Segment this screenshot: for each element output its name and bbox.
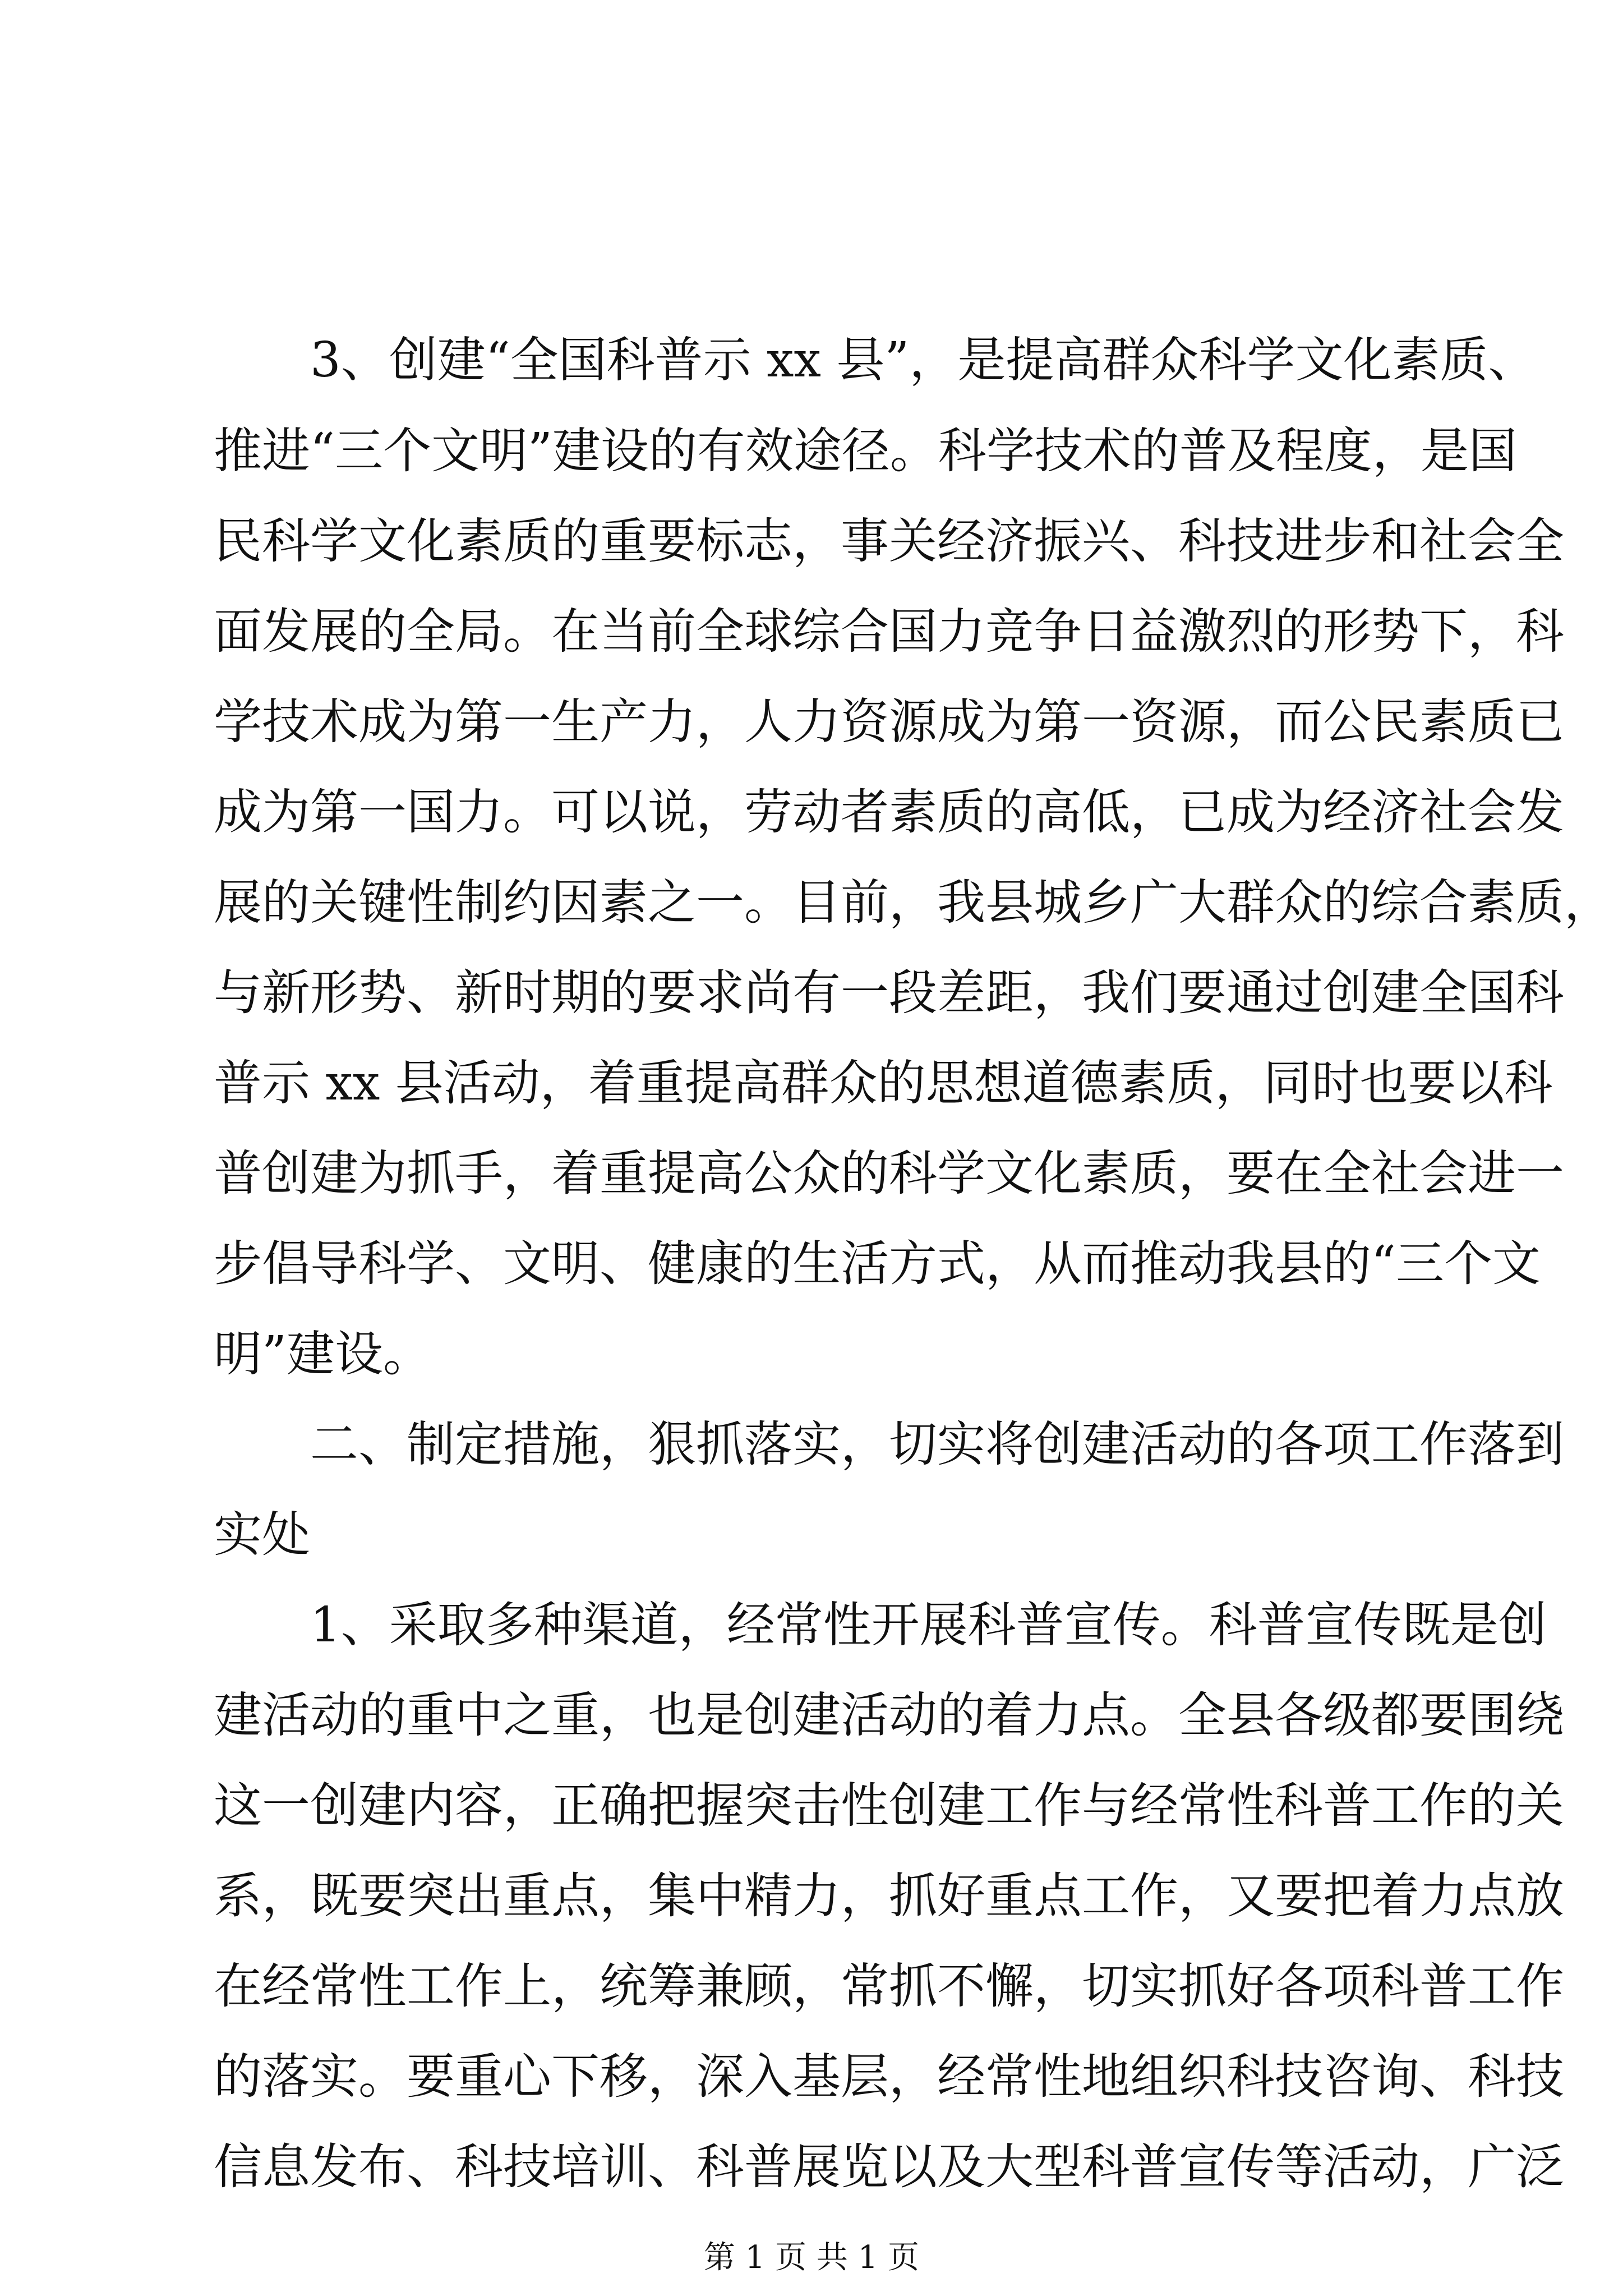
- paragraph-line: 步倡导科学、文明、健康的生活方式，从而推动我县的“三个文: [214, 1236, 1541, 1292]
- paragraph-line: 1、采取多种渠道，经常性开展科普宣传。科普宣传既是创: [310, 1597, 1547, 1653]
- paragraph-line: 民科学文化素质的重要标志，事关经济振兴、科技进步和社会全: [214, 513, 1564, 569]
- paragraph-line: 的落实。要重心下移，深入基层，经常性地组织科技咨询、科技: [214, 2049, 1564, 2105]
- paragraph-line: 面发展的全局。在当前全球综合国力竞争日益激烈的形势下，科: [214, 604, 1564, 660]
- paragraph-line: 推进“三个文明”建设的有效途径。科学技术的普及程度，是国: [214, 423, 1517, 479]
- paragraph-line: 普创建为抓手，着重提高公众的科学文化素质，要在全社会进一: [214, 1145, 1564, 1202]
- section-heading-line: 实处: [214, 1507, 310, 1563]
- paragraph-line: 在经常性工作上，统筹兼顾，常抓不懈，切实抓好各项科普工作: [214, 1958, 1564, 2014]
- paragraph-line: 普示 xx 县活动，着重提高群众的思想道德素质，同时也要以科: [214, 1055, 1553, 1111]
- section-heading-line: 二、制定措施，狠抓落实，切实将创建活动的各项工作落到: [310, 1416, 1564, 1473]
- paragraph-line: 明”建设。: [214, 1326, 431, 1382]
- paragraph-line: 这一创建内容，正确把握突击性创建工作与经常性科普工作的关: [214, 1778, 1564, 1834]
- paragraph-line: 展的关键性制约因素之一。目前，我县城乡广大群众的综合素质，: [214, 875, 1612, 931]
- paragraph-line: 系，既要突出重点，集中精力，抓好重点工作，又要把着力点放: [214, 1868, 1564, 1924]
- paragraph-line: 3、创建“全国科普示 xx 县”，是提高群众科学文化素质、: [310, 332, 1537, 388]
- paragraph-line: 学技术成为第一生产力，人力资源成为第一资源，而公民素质已: [214, 694, 1564, 750]
- paragraph-line: 成为第一国力。可以说，劳动者素质的高低，已成为经济社会发: [214, 784, 1564, 840]
- page-footer: 第 1 页 共 1 页: [703, 2239, 920, 2276]
- paragraph-line: 与新形势、新时期的要求尚有一段差距，我们要通过创建全国科: [214, 965, 1564, 1021]
- paragraph-line: 建活动的重中之重，也是创建活动的着力点。全县各级都要围绕: [214, 1687, 1564, 1743]
- paragraph-line: 信息发布、科技培训、科普展览以及大型科普宣传等活动，广泛: [214, 2139, 1564, 2195]
